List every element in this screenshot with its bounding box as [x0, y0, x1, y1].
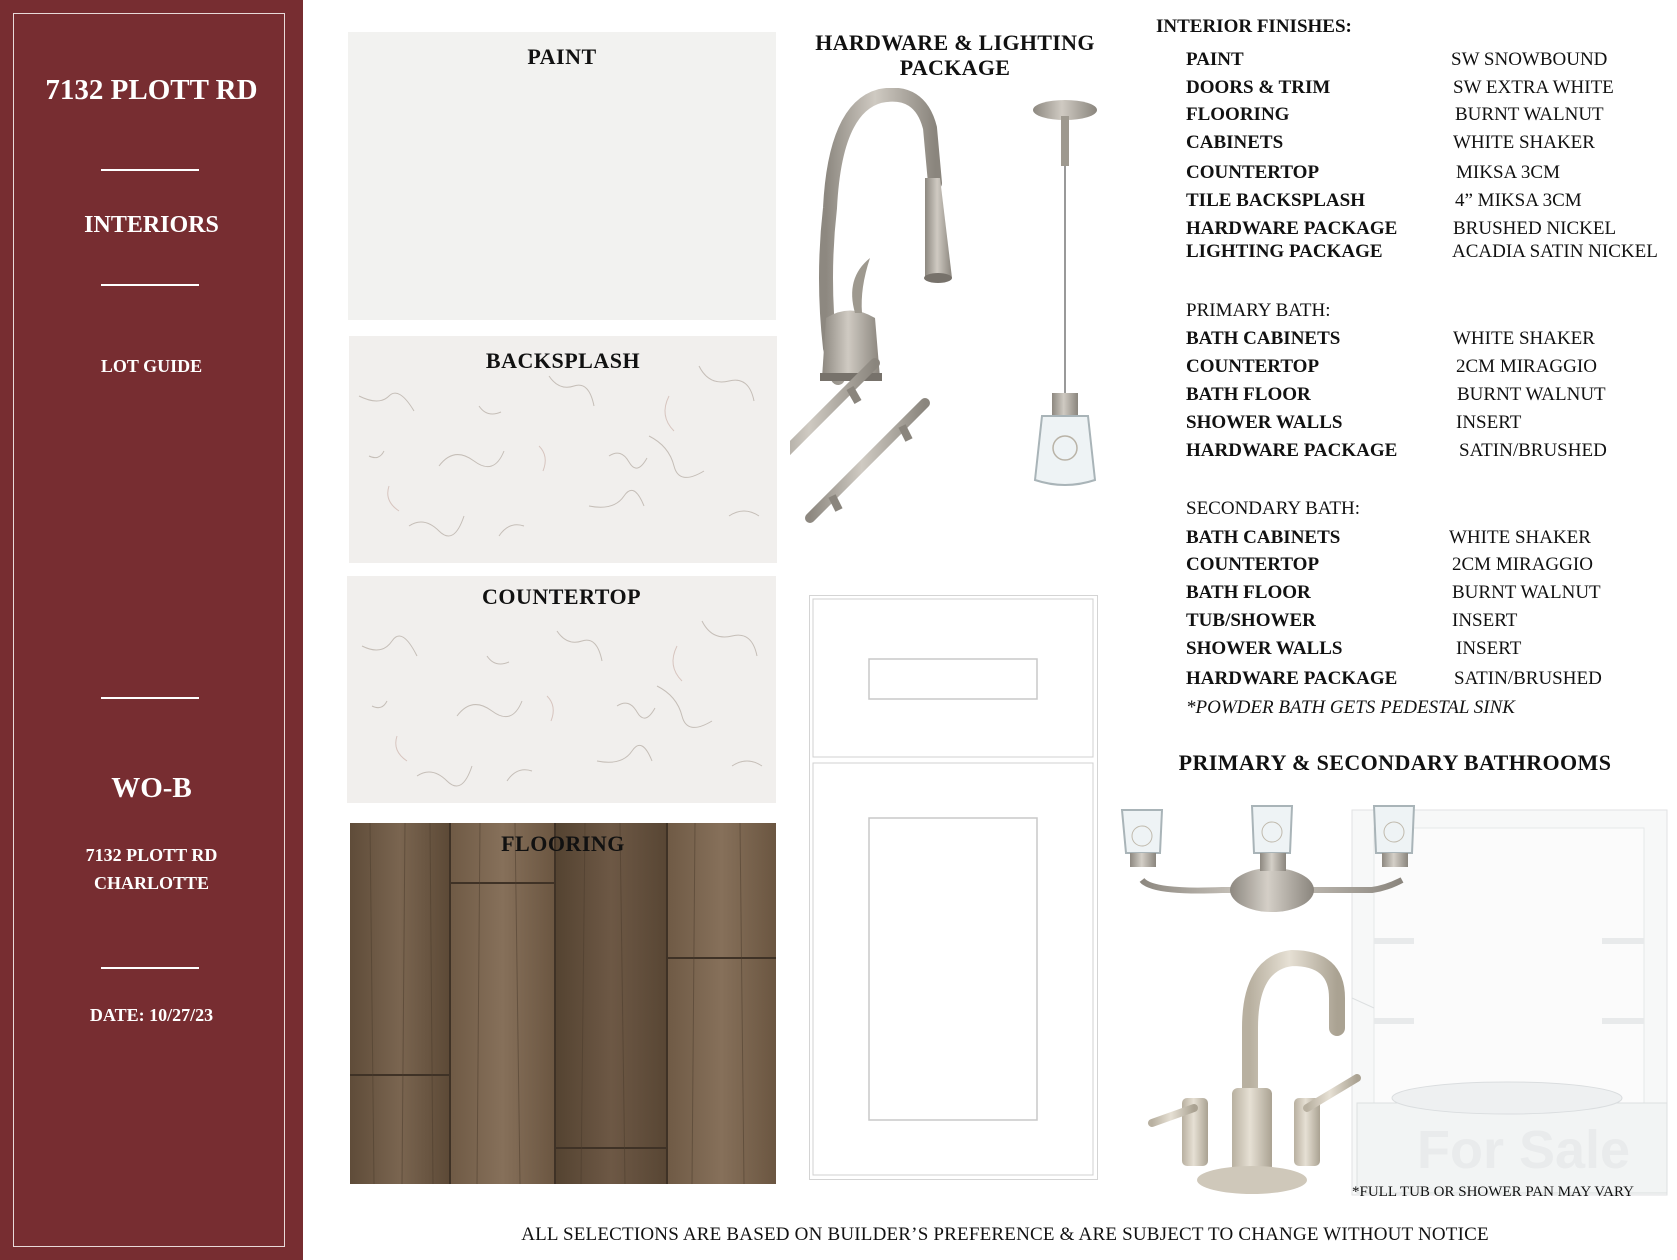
finish-value: WHITE SHAKER	[1449, 527, 1591, 548]
finish-value: INSERT	[1456, 412, 1522, 433]
finish-label: LIGHTING PACKAGE	[1186, 241, 1383, 262]
flooring-label: FLOORING	[501, 831, 625, 856]
hardware-lighting-title	[805, 30, 1105, 80]
bathroom-illustration	[1112, 798, 1672, 1198]
finish-value: SW SNOWBOUND	[1451, 49, 1608, 70]
interior-finishes-heading: INTERIOR FINISHES:	[1156, 16, 1352, 37]
finish-value: BRUSHED NICKEL	[1453, 218, 1617, 239]
pendant-light-icon	[1033, 100, 1097, 485]
finish-value: SATIN/BRUSHED	[1459, 440, 1607, 461]
finish-label: SHOWER WALLS	[1186, 638, 1343, 659]
sidebar-frame	[13, 13, 285, 1247]
backsplash-label: BACKSPLASH	[485, 348, 641, 373]
finish-value: BURNT WALNUT	[1452, 582, 1601, 603]
finish-label: DOORS & TRIM	[1186, 77, 1331, 98]
finish-label: COUNTERTOP	[1186, 554, 1320, 575]
paint-swatch	[348, 32, 776, 320]
backsplash-swatch	[349, 336, 777, 563]
hardware-title-line2: PACKAGE	[899, 55, 1011, 80]
finish-value: INSERT	[1452, 610, 1518, 631]
powder-bath-note: *POWDER BATH GETS PEDESTAL SINK	[1186, 697, 1515, 718]
sidebar-address-line2: CHARLOTTE	[93, 873, 210, 893]
flooring-swatch	[350, 823, 776, 1184]
divider	[101, 169, 199, 171]
finish-label: HARDWARE PACKAGE	[1186, 440, 1398, 461]
finish-label: BATH CABINETS	[1186, 328, 1341, 349]
wood-texture	[350, 823, 776, 1184]
finish-value: MIKSA 3CM	[1456, 162, 1560, 183]
countertop-label: COUNTERTOP	[481, 584, 642, 609]
finish-label: CABINETS	[1186, 132, 1284, 153]
finish-label: BATH CABINETS	[1186, 527, 1341, 548]
sidebar-lot-guide: LOT GUIDE	[100, 356, 203, 376]
finish-label: SHOWER WALLS	[1186, 412, 1343, 433]
finish-label: TILE BACKSPLASH	[1186, 190, 1365, 211]
finish-value: 4” MIKSA 3CM	[1455, 190, 1582, 211]
finish-value: 2CM MIRAGGIO	[1452, 554, 1593, 575]
finish-value: 2CM MIRAGGIO	[1456, 356, 1597, 377]
finish-value: ACADIA SATIN NICKEL	[1452, 241, 1658, 262]
finish-label: HARDWARE PACKAGE	[1186, 668, 1398, 689]
finish-value: BURNT WALNUT	[1457, 384, 1606, 405]
countertop-swatch	[347, 576, 776, 803]
finish-label: HARDWARE PACKAGE	[1186, 218, 1398, 239]
sidebar-date: DATE: 10/27/23	[89, 1005, 214, 1025]
paint-label: PAINT	[527, 44, 597, 69]
tub-note: *FULL TUB OR SHOWER PAN MAY VARY	[1352, 1184, 1635, 1200]
finish-value: WHITE SHAKER	[1453, 132, 1595, 153]
finish-value: SATIN/BRUSHED	[1454, 668, 1602, 689]
cabinet-door-swatch	[809, 595, 1098, 1180]
bathrooms-title: PRIMARY & SECONDARY BATHROOMS	[1178, 750, 1612, 775]
finish-label: PAINT	[1186, 49, 1244, 70]
divider	[101, 284, 199, 286]
cabinet-pull-icon	[810, 403, 925, 518]
secondary-bath-heading: SECONDARY BATH:	[1186, 498, 1361, 519]
finish-label: COUNTERTOP	[1186, 162, 1320, 183]
finish-label: COUNTERTOP	[1186, 356, 1320, 377]
finish-value: BURNT WALNUT	[1455, 104, 1604, 125]
finish-value: SW EXTRA WHITE	[1453, 77, 1614, 98]
sidebar-plan: WO-B	[111, 772, 192, 804]
divider	[101, 697, 199, 699]
footer-disclaimer: ALL SELECTIONS ARE BASED ON BUILDER’S PREFERENCE & ARE SUBJECT TO CHANGE WITHOUT NOTICE	[521, 1224, 1489, 1245]
tub-shower-insert-icon	[1352, 810, 1667, 1195]
kitchen-faucet-icon	[820, 95, 952, 381]
finish-label: BATH FLOOR	[1186, 582, 1311, 603]
finish-value: INSERT	[1456, 638, 1522, 659]
watermark-text: For Sale	[1417, 1120, 1631, 1180]
sidebar-section: INTERIORS	[84, 212, 219, 238]
finish-label: FLOORING	[1186, 104, 1290, 125]
bath-faucet-icon	[1152, 958, 1357, 1194]
sidebar-address-line1: 7132 PLOTT RD	[85, 845, 218, 865]
finish-label: BATH FLOOR	[1186, 384, 1311, 405]
cabinet-door-icon	[810, 596, 1096, 1178]
marble-texture	[347, 576, 776, 803]
sidebar-address	[0, 841, 303, 897]
finish-value: WHITE SHAKER	[1453, 328, 1595, 349]
finish-label: TUB/SHOWER	[1186, 610, 1316, 631]
hardware-lighting-illustration	[790, 88, 1110, 568]
sidebar	[0, 0, 303, 1260]
divider	[101, 967, 199, 969]
sidebar-address-title: 7132 PLOTT RD	[45, 74, 258, 106]
hardware-title-line1: HARDWARE & LIGHTING	[815, 30, 1095, 55]
primary-bath-heading: PRIMARY BATH:	[1186, 300, 1331, 321]
